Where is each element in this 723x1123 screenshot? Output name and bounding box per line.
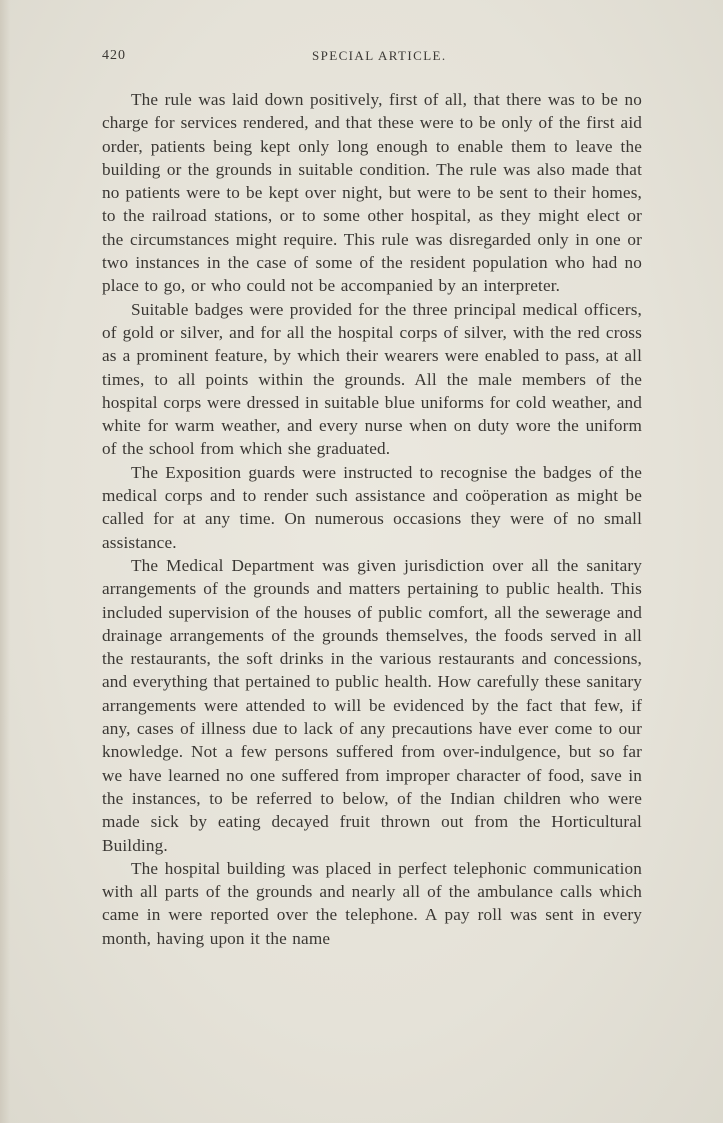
running-title: SPECIAL ARTICLE. — [312, 48, 447, 63]
paragraph-telephone: The hospital building was placed in perfect telephonic communication with all parts of the grounds and nearly all of the ambulance calls which came in were reported over the telephone. A pay roll was sent in every month, having upon it the name — [102, 858, 642, 948]
article-body — [102, 88, 642, 950]
page-number: 420 — [102, 48, 126, 63]
page-header — [102, 48, 642, 68]
page-gutter-shadow — [0, 0, 10, 1123]
paragraph-sanitary: The Medical Department was given jurisdiction over all the sanitary arrangements of the grounds and matters pertaining to public health. This included supervision of the houses of public comfort, all the sewerage and drainage arrangements of the grounds themselves, the foods served in all the restaurants, the soft drinks in the various restaurants and concessions, and everything that pertained to public health. How carefully these sanitary arrangements were attended to will be evidenced by the fact that few, if any, cases of illness due to lack of any precautions have ever come to our knowledge. Not a few persons suffered from over-indulgence, but so far we have learned no one suffered from improper character of food, save in the instances, to be referred to below, of the Indian children who were made sick by eating decayed fruit thrown out from the Horticultural Building. — [102, 555, 642, 855]
paragraph-badges: Suitable badges were provided for the three principal medical officers, of gold or silver, and for all the hospital corps of silver, with the red cross as a prominent feature, by which their wearers were enabled to pass, at all times, to all points within the grounds. All the male members of the hospital corps were dressed in suitable blue uniforms for cold weather, and white for warm weather, and every nurse when on duty wore the uniform of the school from which she graduated. — [102, 299, 642, 459]
paragraph-guards: The Exposition guards were instructed to recognise the badges of the medical corps and to render such assistance and coöperation as might be called for at any time. On numerous occasions they were of no small assistance. — [102, 462, 642, 552]
paragraph-rules: The rule was laid down positively, first of all, that there was to be no charge for services rendered, and that these were to be only of the first aid order, patients being kept only long enough to enable them to leave the building or the grounds in suitable condition. The rule was also made that no patients were to be kept over night, but were to be sent to their homes, to the railroad stations, or to some other hospital, as they might elect or the circumstances might require. This rule was disregarded only in one or two instances in the case of some of the resident population who had no place to go, or who could not be accompanied by an interpreter. — [102, 90, 642, 296]
